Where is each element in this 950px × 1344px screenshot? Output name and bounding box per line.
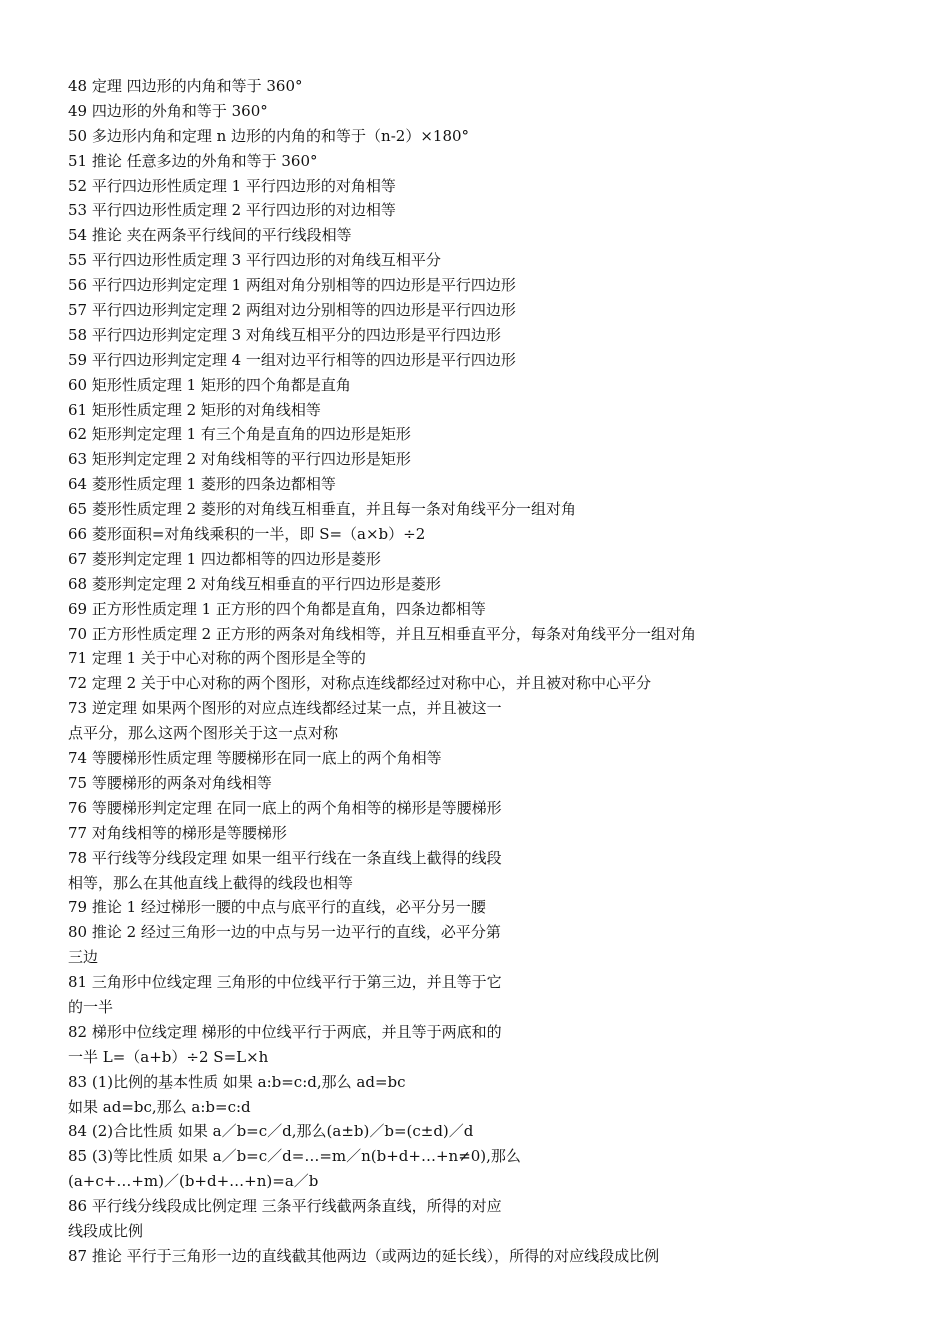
text-line: 76 等腰梯形判定定理 在同一底上的两个角相等的梯形是等腰梯形 xyxy=(68,798,502,817)
text-line: 68 菱形判定定理 2 对角线互相垂直的平行四边形是菱形 xyxy=(68,574,441,593)
text-line: 61 矩形性质定理 2 矩形的对角线相等 xyxy=(68,400,321,419)
text-line: 69 正方形性质定理 1 正方形的四个角都是直角，四条边都相等 xyxy=(68,599,486,618)
text-line: 49 四边形的外角和等于 360° xyxy=(68,101,268,120)
text-line: 57 平行四边形判定定理 2 两组对边分别相等的四边形是平行四边形 xyxy=(68,301,516,320)
text-line: 79 推论 1 经过梯形一腰的中点与底平行的直线，必平分另一腰 xyxy=(68,898,486,917)
text-line: 59 平行四边形判定定理 4 一组对边平行相等的四边形是平行四边形 xyxy=(68,350,516,369)
text-line: 65 菱形性质定理 2 菱形的对角线互相垂直，并且每一条对角线平分一组对角 xyxy=(68,500,576,519)
text-line: 83 (1)比例的基本性质 如果 a:b=c:d,那么 ad=bc xyxy=(68,1072,406,1091)
text-line: 75 等腰梯形的两条对角线相等 xyxy=(68,773,272,792)
text-line: 如果 ad=bc,那么 a:b=c:d xyxy=(68,1097,251,1116)
text-line: 63 矩形判定定理 2 对角线相等的平行四边形是矩形 xyxy=(68,450,411,469)
text-line: 的一半 xyxy=(68,997,114,1016)
text-line: 66 菱形面积=对角线乘积的一半，即 S=（a×b）÷2 xyxy=(68,525,426,544)
text-line: 77 对角线相等的梯形是等腰梯形 xyxy=(68,823,287,842)
text-line: 53 平行四边形性质定理 2 平行四边形的对边相等 xyxy=(68,201,396,220)
text-line: 86 平行线分线段成比例定理 三条平行线截两条直线，所得的对应 xyxy=(68,1197,502,1216)
text-line: 线段成比例 xyxy=(68,1221,144,1240)
text-line: 54 推论 夹在两条平行线间的平行线段相等 xyxy=(68,226,352,245)
text-line: 87 推论 平行于三角形一边的直线截其他两边（或两边的延长线），所得的对应线段成比例 xyxy=(68,1246,660,1265)
text-line: 55 平行四边形性质定理 3 平行四边形的对角线互相平分 xyxy=(68,251,441,270)
text-line: 85 (3)等比性质 如果 a／b=c／d=…=m／n(b+d+…+n≠0),那么 xyxy=(68,1147,521,1166)
text-line: 50 多边形内角和定理 n 边形的内角的和等于（n-2）×180° xyxy=(68,126,470,145)
text-line: 48 定理 四边形的内角和等于 360° xyxy=(68,77,303,95)
text-line: 80 推论 2 经过三角形一边的中点与另一边平行的直线，必平分第 xyxy=(68,923,501,942)
text-line: 三边 xyxy=(68,948,99,967)
text-line: 60 矩形性质定理 1 矩形的四个角都是直角 xyxy=(68,375,351,394)
text-line: 58 平行四边形判定定理 3 对角线互相平分的四边形是平行四边形 xyxy=(68,325,501,344)
text-line: 71 定理 1 关于中心对称的两个图形是全等的 xyxy=(68,649,366,668)
text-line: 67 菱形判定定理 1 四边都相等的四边形是菱形 xyxy=(68,549,381,568)
text-line: 62 矩形判定定理 1 有三个角是直角的四边形是矩形 xyxy=(68,425,411,444)
text-line: 64 菱形性质定理 1 菱形的四条边都相等 xyxy=(68,475,336,494)
text-line: 56 平行四边形判定定理 1 两组对角分别相等的四边形是平行四边形 xyxy=(68,276,516,295)
text-line: (a+c+…+m)／(b+d+…+n)=a／b xyxy=(68,1172,319,1191)
text-line: 点平分，那么这两个图形关于这一点对称 xyxy=(68,724,339,743)
text-line: 72 定理 2 关于中心对称的两个图形，对称点连线都经过对称中心，并且被对称中心平分 xyxy=(68,674,651,693)
text-line: 73 逆定理 如果两个图形的对应点连线都经过某一点，并且被这一 xyxy=(68,699,502,718)
text-line: 相等，那么在其他直线上截得的线段也相等 xyxy=(68,873,354,892)
text-line: 51 推论 任意多边的外角和等于 360° xyxy=(68,151,318,170)
text-line: 52 平行四边形性质定理 1 平行四边形的对角相等 xyxy=(68,176,396,195)
text-line: 81 三角形中位线定理 三角形的中位线平行于第三边，并且等于它 xyxy=(68,973,502,992)
text-line: 84 (2)合比性质 如果 a／b=c／d,那么(a±b)／b=(c±d)／d xyxy=(68,1122,474,1141)
text-line: 74 等腰梯形性质定理 等腰梯形在同一底上的两个角相等 xyxy=(68,749,442,768)
document-page xyxy=(68,74,888,1269)
text-line: 70 正方形性质定理 2 正方形的两条对角线相等，并且互相垂直平分，每条对角线平分一组对角 xyxy=(68,624,696,643)
text-line: 一半 L=（a+b）÷2 S=L×h xyxy=(68,1047,269,1066)
text-line: 82 梯形中位线定理 梯形的中位线平行于两底，并且等于两底和的 xyxy=(68,1022,502,1041)
text-line: 78 平行线等分线段定理 如果一组平行线在一条直线上截得的线段 xyxy=(68,848,502,867)
